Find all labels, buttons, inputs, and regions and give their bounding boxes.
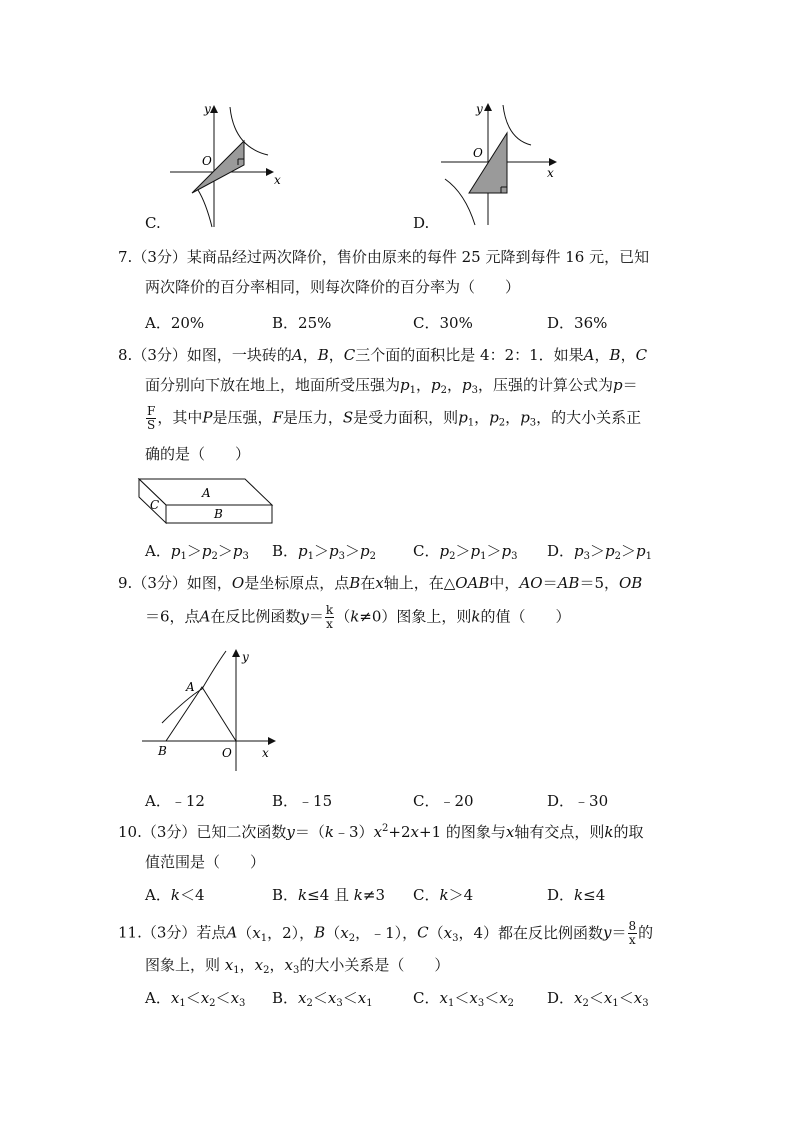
q8-brick-figure — [136, 476, 278, 528]
q8-option-c: C．$p_2>p_1>p_3$ — [413, 542, 518, 562]
q11-option-a: A．$x_1<x_2<x_3$ — [145, 989, 246, 1009]
q8-text: 是受力面积，则 — [353, 408, 459, 427]
q10-line1: 10.（3分）已知二次函数$y=(k﹣3)x^2+2x+1$ 的图象与x轴有交点，则k的取 — [118, 823, 644, 841]
q8-option-b: B．$p_1>p_3>p_2$ — [272, 542, 377, 562]
q8-text: ，其中 — [157, 408, 203, 427]
q11-point-a: （$x_1$，2）， — [237, 923, 315, 944]
q8-brick-label-a: A — [202, 486, 211, 500]
q7-line2: 两次降价的百分率相同，则每次降价的百分率为（ ） — [145, 278, 521, 296]
q9-text: 在反比例函数 — [210, 607, 301, 626]
q10-text: 已知二次函数 — [196, 823, 287, 841]
q9-text: （ — [335, 607, 351, 626]
q7-option-a: A．20% — [145, 314, 205, 332]
q7-number: 7. — [118, 248, 133, 266]
q6c-y-label: y — [204, 102, 211, 116]
q10-text: ＝（ — [294, 823, 325, 841]
q11-text: 若点 — [196, 923, 227, 942]
q9-graph — [140, 645, 290, 775]
q8-option-d: D．$p_3>p_2>p_1$ — [547, 542, 653, 562]
q9-text: 是坐标原点，点 — [244, 574, 350, 592]
q10-option-c: C．k＞4 — [413, 886, 474, 904]
q11-point-b: （$x_2$，﹣1）， — [325, 923, 418, 944]
q9-line1: 9.（3分）如图，O是坐标原点，点B在x轴上，在△OAB中，AO＝AB＝5，OB — [118, 574, 643, 592]
q9-label-x: x — [262, 746, 269, 760]
q11-point-c: （$x_3$，4）都在反比例函数 — [428, 923, 603, 944]
q6-graph-d — [435, 95, 570, 230]
q9-text: 轴上，在△ — [383, 574, 456, 592]
q9-option-b: B．﹣15 — [272, 792, 333, 810]
q10-line2: 值范围是（ ） — [145, 853, 266, 871]
q9-text: ＝5， — [579, 574, 619, 592]
q8-brick-label-b: B — [214, 507, 223, 521]
q11-option-d: D．$x_2<x_1<x_3$ — [547, 989, 649, 1009]
q8-score: （3分） — [132, 346, 187, 364]
q8-line4: 确的是（ ） — [145, 445, 251, 463]
q8-option-a: A．$p_1>p_2>p_3$ — [145, 542, 249, 562]
q6d-x-label: x — [547, 166, 554, 180]
q9-line2: ＝6，点A在反比例函数y＝ $\frac{k}{x}$ （k≠0）图象上，则k的值（ ） — [145, 603, 571, 631]
q8-fraction: $\frac{F}{S}$ — [147, 404, 156, 432]
q7-option-c: C．30% — [413, 314, 473, 332]
q6-option-c: C. — [145, 214, 161, 232]
q9-label-o: O — [222, 746, 232, 760]
q8-text: 面分别向下放在地上，地面所受压强为 — [145, 376, 401, 394]
q8-line2: 面分别向下放在地上，地面所受压强为$p_1$，$p_2$，$p_3$，压强的计算公式为p＝ — [145, 376, 638, 396]
q9-label-a: A — [186, 680, 195, 694]
q10-number: 10. — [118, 823, 142, 841]
q7-option-b: B．25% — [272, 314, 332, 332]
q6-graph-c — [160, 95, 295, 230]
q8-text: 如图，一块砖的 — [186, 346, 292, 364]
q8-text: 是压强， — [212, 408, 273, 427]
q6c-o-label: O — [202, 154, 212, 168]
q9-text: 在 — [360, 574, 376, 592]
q10-option-b: B．k≤4 且 k≠3 — [272, 886, 385, 904]
q8-text: ，压强的计算公式为 — [478, 376, 614, 394]
q7-score: （3分） — [132, 248, 187, 266]
q9-text: ≠0）图象上，则 — [359, 607, 472, 626]
q9-option-d: D．﹣30 — [547, 792, 609, 810]
q9-fraction: $\frac{k}{x}$ — [325, 603, 334, 631]
q10-text: 的取 — [613, 823, 644, 841]
q8-brick-label-c: C — [150, 498, 160, 512]
q9-label-y: y — [242, 650, 249, 664]
q11-score: （3分） — [141, 923, 197, 942]
q10-text: 轴有交点，则 — [514, 823, 605, 841]
q7-option-d: D．36% — [547, 314, 608, 332]
q9-text: 的值（ ） — [480, 607, 571, 626]
q9-option-c: C．﹣20 — [413, 792, 474, 810]
q10-option-d: D．k≤4 — [547, 886, 606, 904]
q9-label-b: B — [158, 744, 167, 758]
q10-text: ﹣3） — [334, 823, 374, 841]
q7-line1 — [118, 247, 649, 267]
q8-line3: $\frac{F}{S}$ ，其中P是压强，F是压力，S是受力面积，则$p_1$，$p_2$，$p_3$，的大小关系正 — [147, 404, 642, 432]
q8-number: 8. — [118, 346, 133, 364]
q8-text: 是压力， — [282, 408, 343, 427]
q8-text: 三个面的面积比是 4：2：1．如果 — [355, 346, 584, 364]
q10-score: （3分） — [141, 823, 197, 841]
q6-option-d: D. — [413, 214, 430, 232]
q10-text: +1 的图象与 — [419, 823, 506, 841]
q10-option-a: A．k＜4 — [145, 886, 205, 904]
q9-score: （3分） — [132, 574, 187, 592]
q11-text: 的 — [638, 923, 654, 942]
q11-number: 11. — [118, 923, 142, 942]
q8-line1: 8.（3分）如图，一块砖的A，B，C三个面的面积比是 4：2：1．如果A，B，C — [118, 346, 648, 364]
q11-line1: 11.（3分）若点$A(x_1$，2），$B(x_2$，﹣1），$C(x_3$，4）都在反比例函数y＝ $\frac{8}{x}$ 的 — [118, 919, 654, 947]
q9-number: 9. — [118, 574, 133, 592]
q9-option-a: A．﹣12 — [145, 792, 205, 810]
q8-text: ，的大小关系正 — [536, 408, 642, 427]
q11-fraction: $\frac{8}{x}$ — [628, 919, 637, 947]
q6d-o-label: O — [473, 146, 483, 160]
q10-text: +2 — [388, 823, 411, 841]
q7-text1: 某商品经过两次降价，售价由原来的每件 25 元降到每件 16 元，已知 — [186, 248, 650, 266]
q11-line2: 图象上，则 $x_1$，$x_2$，$x_3$的大小关系是（ ） — [145, 956, 450, 976]
q11-option-b: B．$x_2<x_3<x_1$ — [272, 989, 373, 1009]
q9-text: 如图， — [186, 574, 232, 592]
q6d-y-label: y — [476, 102, 483, 116]
q9-text: 中， — [489, 574, 520, 592]
q6c-x-label: x — [274, 173, 281, 187]
q9-text: ＝6，点 — [145, 607, 200, 626]
q11-option-c: C．$x_1<x_3<x_2$ — [413, 989, 515, 1009]
